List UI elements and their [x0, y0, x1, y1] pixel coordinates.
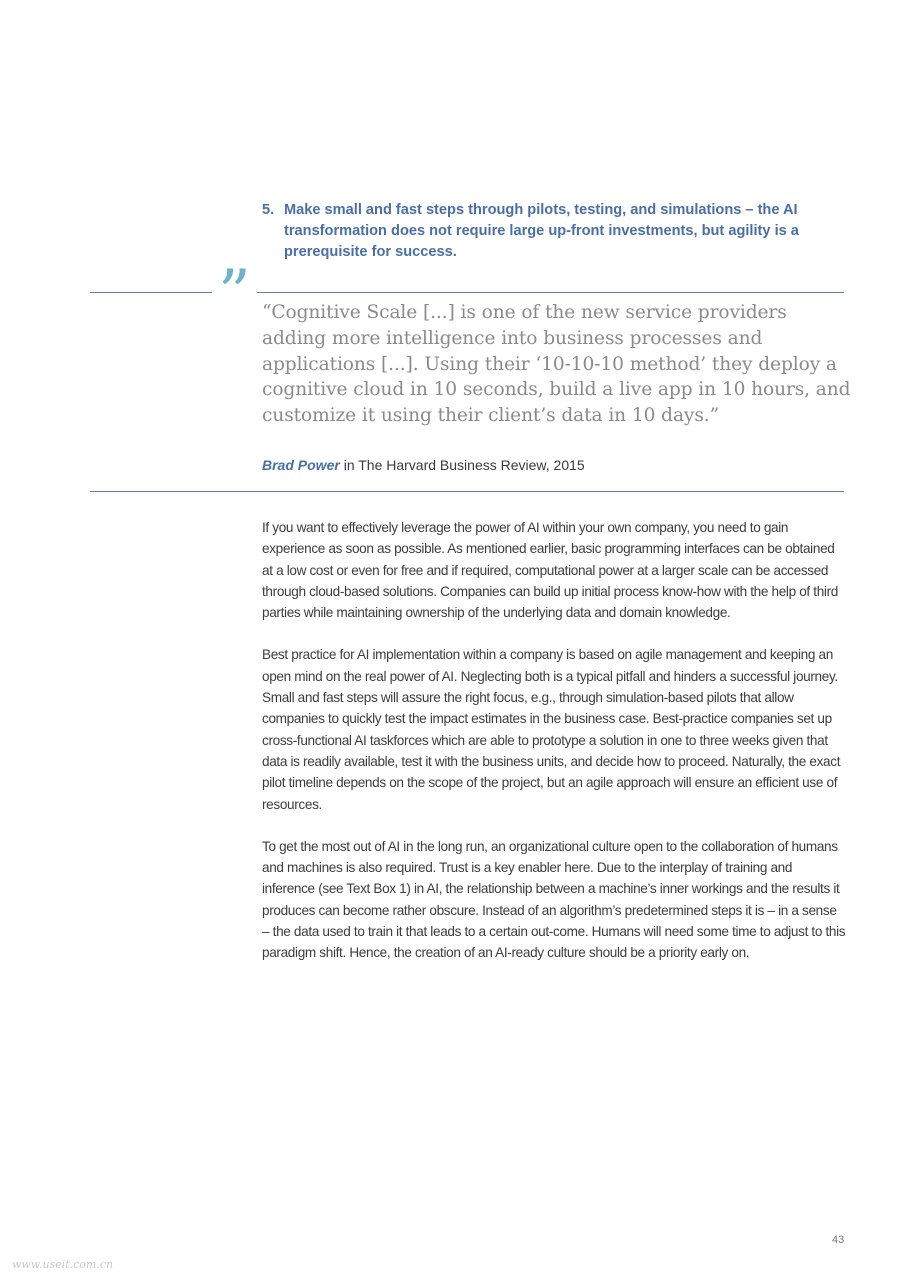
quote-top-rule: [90, 292, 844, 293]
body-text: [262, 517, 846, 985]
quote-bottom-rule: [90, 491, 844, 492]
paragraph: If you want to effectively leverage the power of AI within your own company, you need to gain experience as soon as possible. As mentioned earlier, basic programming interfaces can be obtained at a low cost or even for free and if required, computational power at a larger scale can be accessed through cloud-based solutions. Companies can build up initial process know-how with the help of third parties while maintaining ownership of the underlying data and domain knowledge.: [262, 520, 838, 621]
pull-quote: “Cognitive Scale [...] is one of the new service providers adding more intelligence into business processes and applications [...]. Using their ‘10-10-10 method’ they deploy a cognitive cloud in 10 seconds, build a live app in 10 hours, and customize it using their client’s data in 10 days.”: [262, 302, 851, 427]
list-item-number: 5.: [262, 202, 275, 218]
quote-author: Brad Power: [262, 457, 340, 473]
paragraph: To get the most out of AI in the long run, an organizational culture open to the collaboration of humans and machines is also required. Trust is a key enabler here. Due to the interplay of training and inference (see Text Box 1) in AI, the relationship between a machine’s inner workings and the results it produces can become rather obscure. Instead of an algorithm’s predetermined steps it is – in a sense – the data used to train it that leads to a certain out-come. Humans will need some time to adjust to this paradigm shift. Hence, the creation of an AI-ready culture should be a priority early on.: [262, 838, 846, 961]
numbered-list-item: [262, 200, 842, 263]
list-item-text: Make small and fast steps through pilots, testing, and simulations – the AI transformation does not require large up-front investments, but agility is a prerequisite for success.: [284, 202, 799, 260]
page-number: 43: [832, 1234, 845, 1246]
quote-mark-icon: ”: [212, 262, 257, 326]
quote-source: in The Harvard Business Review, 2015: [339, 457, 585, 473]
watermark: www.useit.com.cn: [12, 1258, 114, 1271]
quote-attribution: [262, 456, 585, 474]
paragraph: Best practice for AI implementation within a company is based on agile management and keeping an open mind on the real power of AI. Neglecting both is a typical pitfall and hinders a successful journey. Small and fast steps will assure the right focus, e.g., through simulation-based pilots that allow companies to quickly test the impact estimates in the business case. Best-practice companies set up cross-functional AI taskforces which are able to prototype a solution in one to three weeks given that data is readily available, test it with the business units, and decide how to proceed. Naturally, the exact pilot timeline depends on the scope of the project, but an agile approach will ensure an efficient use of resources.: [262, 647, 841, 812]
